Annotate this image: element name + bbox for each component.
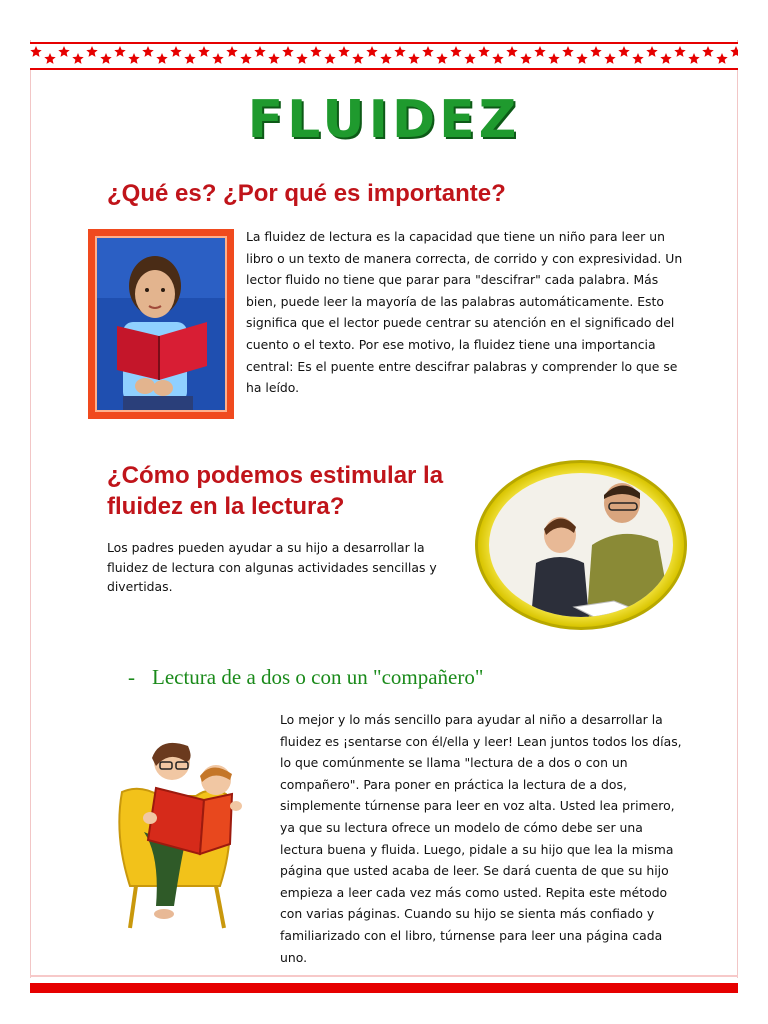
decorative-star [702,46,713,57]
section1-body: La fluidez de lectura es la capacidad que tiene un niño para leer un libro o un texto de manera correcta, de corrido y con expresividad. Un lector fluido no tiene que parar para "descifrar" cada palabra. Más bien, puede leer la mayoría de las palabras automáticamente. Esto significa que el lector puede centrar su atención en el significado del cuento o el texto. Por ese motivo, la fluidez tiene una importancia central: Es el puente entre descifrar palabras y comprender lo que se ha leído. [246,229,683,396]
section2-body: Los padres pueden ayudar a su hijo a desarrollar la fluidez de lectura con algunas actividades sencillas y divertidas. [107,540,437,594]
decorative-star [450,46,461,57]
decorative-star [254,46,265,57]
decorative-star [422,46,433,57]
decorative-star [268,53,279,64]
decorative-star [576,53,587,64]
decorative-star [100,53,111,64]
decorative-star [142,46,153,57]
section3-body: Lo mejor y lo más sencillo para ayudar al niño a desarrollar la fluidez es ¡sentarse con él/ella y leer! Lean juntos todos los días, lo que comúnmente se llama "lectura de a dos o con un compañero". Para poner en práctica la lectura de a dos, simplemente túrnense para leer en voz alta. Usted lea primero, ya que su lectura ofrece un modelo de cómo debe ser una lectura buena y fluida. Luego, pidale a su hijo que lea la misma página que usted acaba de leer. Se dará cuenta de que su hijo empieza a leer cada vez más como usted. Repita este método con varias páginas. Cuando su hijo se sienta más confiado y familiarizado con el libro, túrnense para leer una página cada uno. [280,712,682,965]
decorative-star [170,46,181,57]
decorative-star [324,53,335,64]
decorative-star [562,46,573,57]
star-border [30,42,738,70]
decorative-star [114,46,125,57]
decorative-star [660,53,671,64]
decorative-star [184,53,195,64]
cartoon-parent-child-reading [100,736,260,932]
decorative-star [338,46,349,57]
bottom-divider [30,975,738,977]
decorative-star [156,53,167,64]
decorative-star [688,53,699,64]
decorative-star [492,53,503,64]
section-heading-how: ¿Cómo podemos estimular la fluidez en la lectura? [107,462,444,520]
decorative-star [310,46,321,57]
decorative-star [534,46,545,57]
decorative-star [520,53,531,64]
decorative-star [646,46,657,57]
decorative-star [618,46,629,57]
parent-child-reading-photo [474,459,688,631]
bottom-red-bar [30,983,738,993]
decorative-star [282,46,293,57]
decorative-star [72,53,83,64]
decorative-star [464,53,475,64]
decorative-star [212,53,223,64]
girl-reading-photo [88,229,234,419]
decorative-star [240,53,251,64]
decorative-star [716,53,727,64]
bullet-dash: - [128,665,135,689]
section-heading-what: ¿Qué es? ¿Por qué es importante? [107,180,506,207]
page-title: FLUIDEZ [247,90,521,150]
decorative-star [632,53,643,64]
decorative-star [380,53,391,64]
decorative-star [58,46,69,57]
decorative-star [86,46,97,57]
decorative-star [590,46,601,57]
decorative-star [548,53,559,64]
decorative-star [226,46,237,57]
decorative-star [198,46,209,57]
decorative-star [408,53,419,64]
decorative-star [436,53,447,64]
decorative-star [394,46,405,57]
decorative-star [730,46,738,57]
decorative-star [366,46,377,57]
decorative-star [604,53,615,64]
subsection-heading-pair-reading [128,665,483,690]
decorative-star [506,46,517,57]
decorative-star [128,53,139,64]
decorative-star [478,46,489,57]
decorative-star [30,46,41,57]
decorative-star [44,53,55,64]
decorative-star [674,46,685,57]
subsection-heading-text: Lectura de a dos o con un "compañero" [152,665,484,689]
decorative-star [352,53,363,64]
decorative-star [296,53,307,64]
